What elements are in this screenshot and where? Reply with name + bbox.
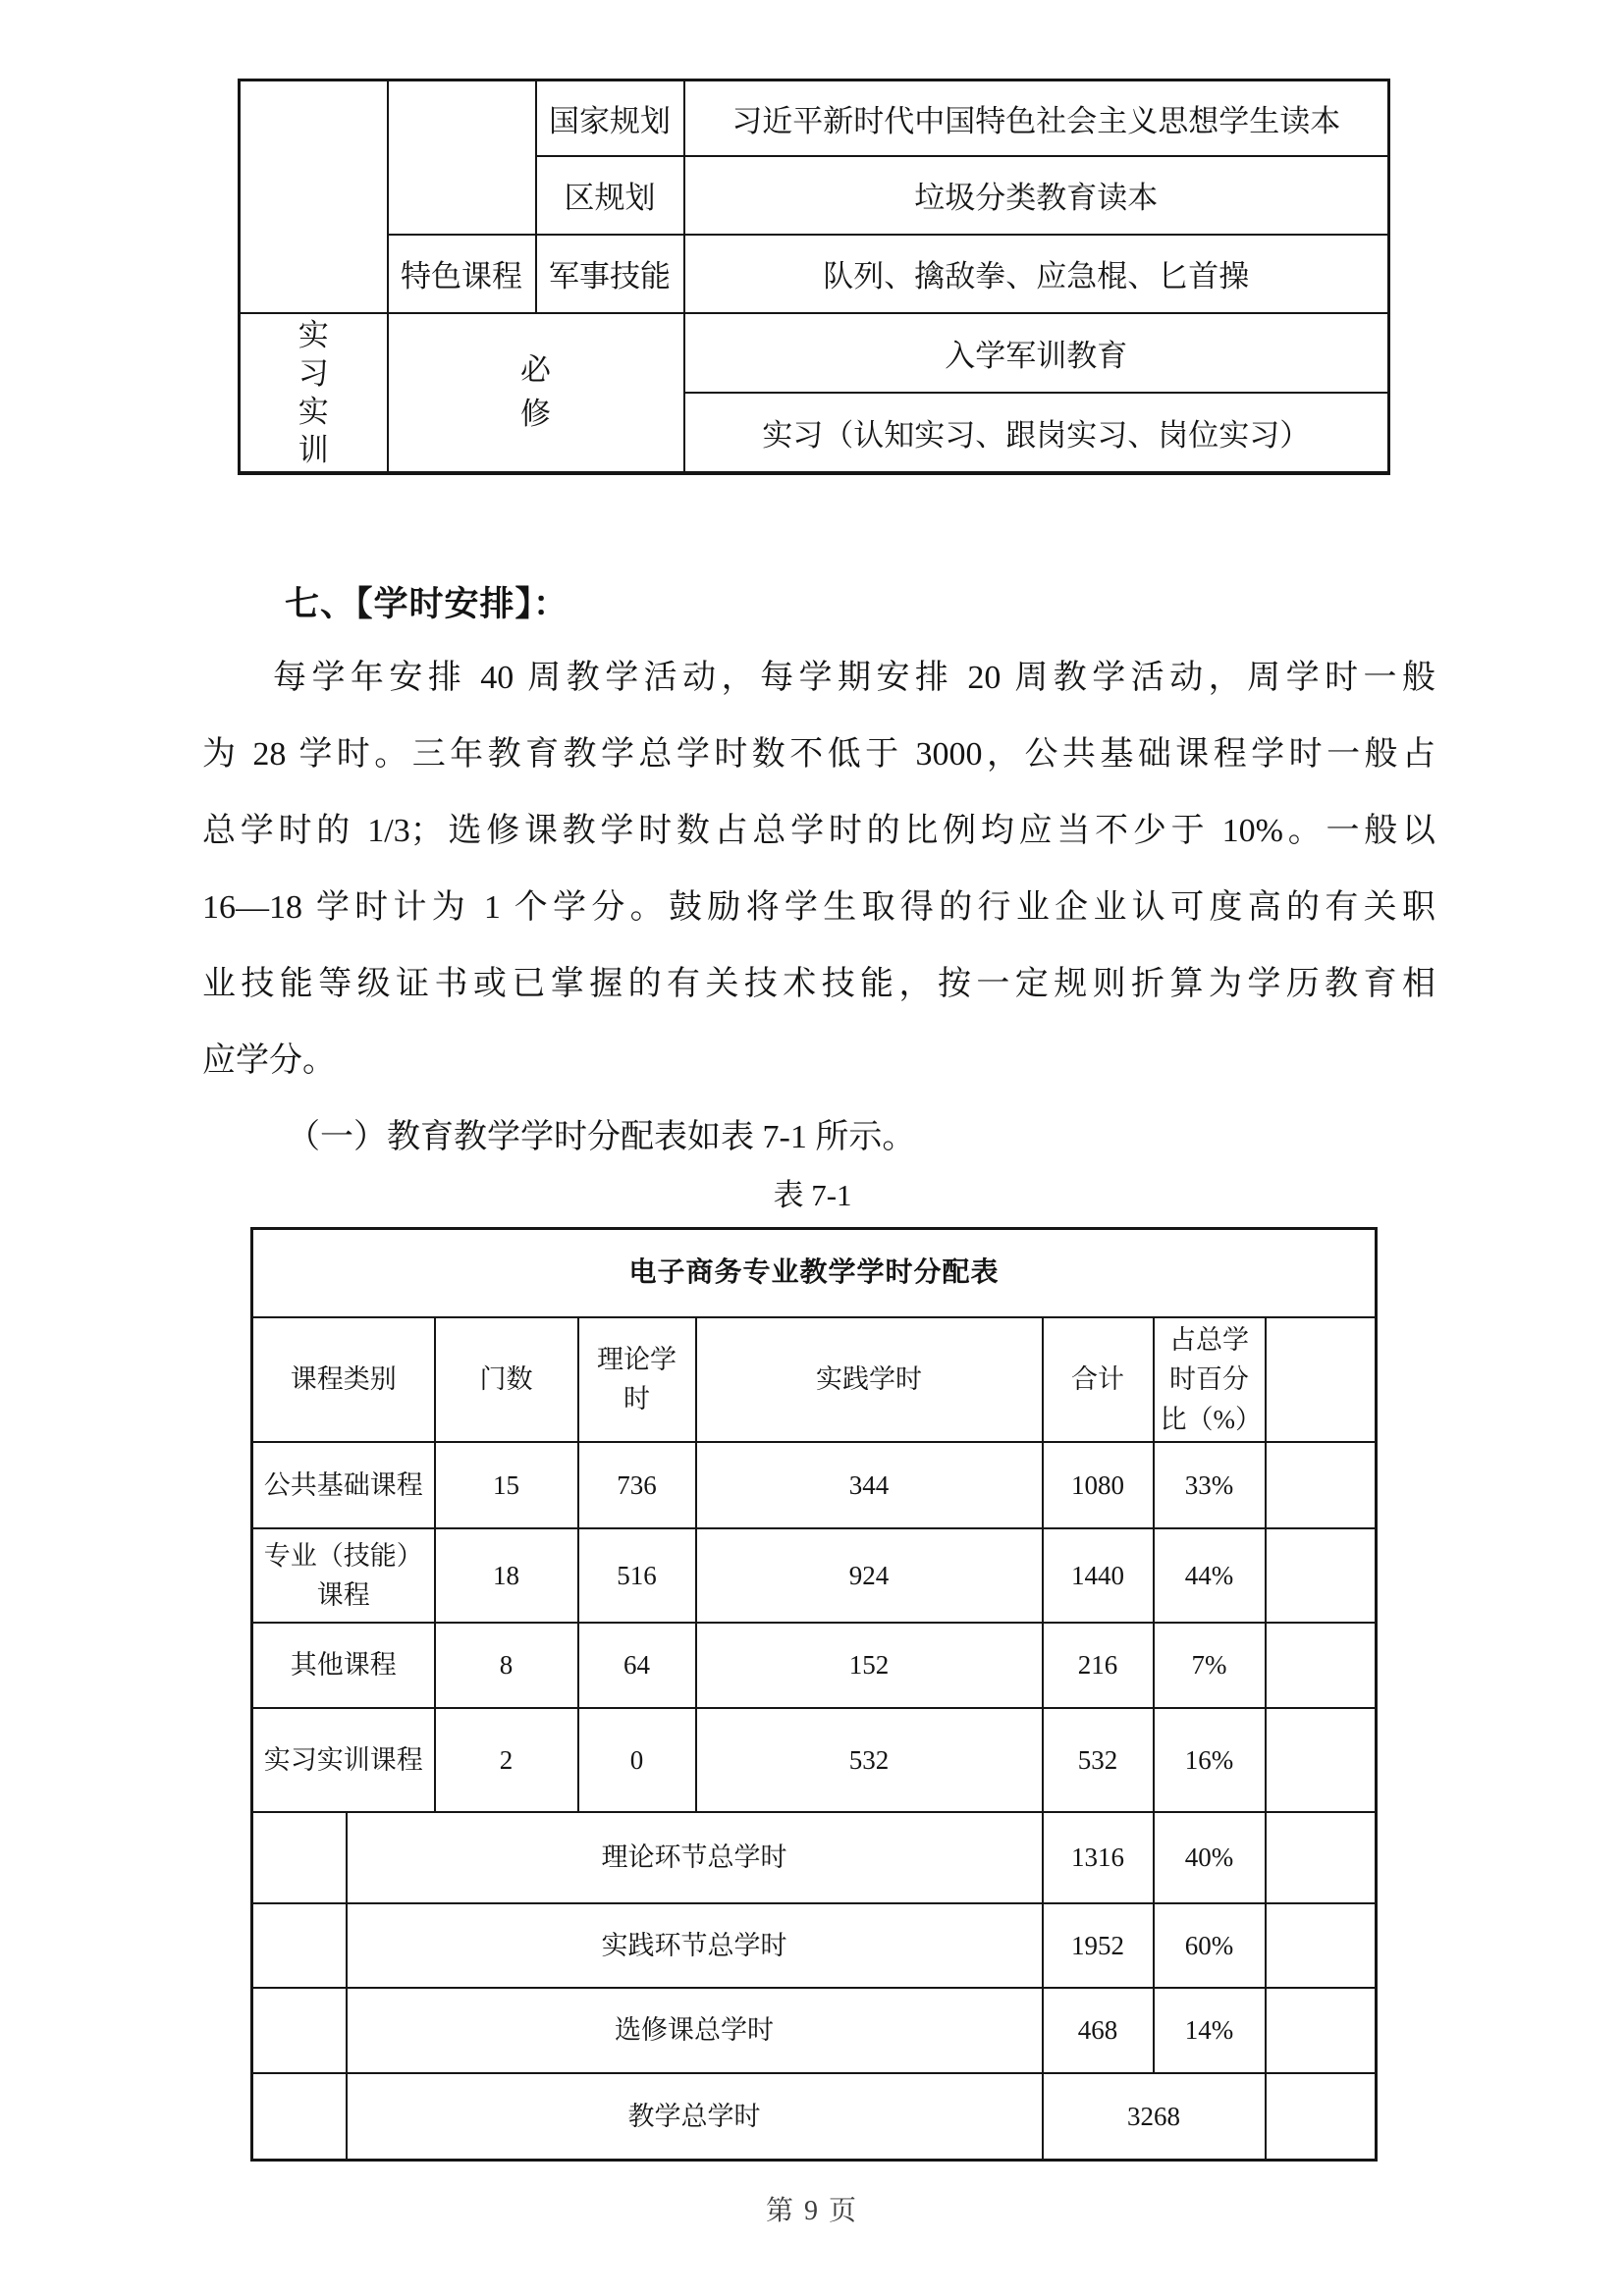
district-plan-label: 区规划 [536, 156, 684, 235]
summary-label: 实践环节总学时 [347, 1903, 1043, 1988]
table-row [252, 1442, 1377, 1528]
table-caption: 表 7-1 [773, 1178, 852, 1212]
paragraph-line: 16—18 学时计为 1 个学分。鼓励将学生取得的行业企业认可度高的有关职 [202, 889, 1435, 926]
row-category: 其他课程 [252, 1623, 435, 1708]
body-paragraph [202, 640, 1435, 1176]
curriculum-table-continued [238, 79, 1390, 475]
summary-empty-right [1266, 1988, 1377, 2073]
row-empty [1266, 1442, 1377, 1528]
grand-total-row [252, 2073, 1377, 2160]
row-total: 1440 [1043, 1528, 1154, 1623]
row-count: 2 [435, 1708, 578, 1812]
hours-distribution-table [250, 1227, 1378, 2162]
row-empty [1266, 1623, 1377, 1708]
row-practice: 532 [696, 1708, 1043, 1812]
row-count: 8 [435, 1623, 578, 1708]
row-practice: 924 [696, 1528, 1043, 1623]
row-count: 15 [435, 1442, 578, 1528]
summary-row [252, 1988, 1377, 2073]
national-plan-value: 习近平新时代中国特色社会主义思想学生读本 [684, 80, 1389, 156]
table-row [252, 1708, 1377, 1812]
header-percent: 占总学时百分比（%） [1154, 1317, 1266, 1443]
header-category: 课程类别 [252, 1317, 435, 1443]
section-heading: 七、【学时安排】： [285, 585, 569, 623]
practice-group-label-text: 实习实训 [298, 317, 329, 467]
grand-empty-left [252, 2073, 347, 2160]
summary-total: 468 [1043, 1988, 1154, 2073]
paragraph-line: 应学分。 [202, 1042, 336, 1079]
row-percent: 16% [1154, 1708, 1266, 1812]
paragraph-line: 为 28 学时。三年教育教学总学时数不低于 3000，公共基础课程学时一般占 [202, 736, 1435, 773]
required-label-text: 必修 [519, 351, 551, 431]
row-practice: 152 [696, 1623, 1043, 1708]
empty-category-cell [240, 80, 388, 313]
district-plan-value: 垃圾分类教育读本 [684, 156, 1389, 235]
grand-empty-right [1266, 2073, 1377, 2160]
paragraph-line: 每学年安排 40 周教学活动，每学期安排 20 周教学活动，周学时一般 [273, 660, 1435, 696]
internship-value: 实习（认知实习、跟岗实习、岗位实习） [684, 393, 1389, 473]
list-item-line: （一）教育教学学时分配表如表 7-1 所示。 [287, 1119, 916, 1155]
row-total: 532 [1043, 1708, 1154, 1812]
hours-table-title: 电子商务专业教学学时分配表 [252, 1229, 1377, 1317]
header-empty [1266, 1317, 1377, 1443]
summary-empty-right [1266, 1812, 1377, 1903]
row-category: 公共基础课程 [252, 1442, 435, 1528]
row-theory: 64 [578, 1623, 696, 1708]
summary-row [252, 1812, 1377, 1903]
summary-empty-left [252, 1903, 347, 1988]
header-practice: 实践学时 [696, 1317, 1043, 1443]
grand-total-label: 教学总学时 [347, 2073, 1043, 2160]
row-category: 实习实训课程 [252, 1708, 435, 1812]
summary-row [252, 1903, 1377, 1988]
header-theory: 理论学时 [578, 1317, 696, 1443]
row-theory: 0 [578, 1708, 696, 1812]
row-theory: 516 [578, 1528, 696, 1623]
row-count: 18 [435, 1528, 578, 1623]
military-skill-value: 队列、擒敌拳、应急棍、匕首操 [684, 235, 1389, 313]
row-percent: 44% [1154, 1528, 1266, 1623]
row-theory: 736 [578, 1442, 696, 1528]
grand-total-value: 3268 [1043, 2073, 1266, 2160]
header-total: 合计 [1043, 1317, 1154, 1443]
page-number: 第 9 页 [765, 2196, 858, 2226]
required-label [388, 313, 684, 473]
summary-label: 选修课总学时 [347, 1988, 1043, 2073]
header-count: 门数 [435, 1317, 578, 1443]
row-total: 1080 [1043, 1442, 1154, 1528]
military-training-value: 入学军训教育 [684, 313, 1389, 394]
paragraph-line: 总学时的 1/3；选修课教学时数占总学时的比例均应当不少于 10%。一般以 [202, 813, 1435, 849]
summary-empty-right [1266, 1903, 1377, 1988]
paragraph-line: 业技能等级证书或已掌握的有关技术技能，按一定规则折算为学历教育相 [202, 966, 1435, 1002]
summary-percent: 40% [1154, 1812, 1266, 1903]
feature-course-label: 特色课程 [388, 235, 536, 313]
summary-percent: 60% [1154, 1903, 1266, 1988]
row-percent: 7% [1154, 1623, 1266, 1708]
empty-group-cell [388, 80, 536, 235]
summary-empty-left [252, 1812, 347, 1903]
summary-percent: 14% [1154, 1988, 1266, 2073]
summary-empty-left [252, 1988, 347, 2073]
row-practice: 344 [696, 1442, 1043, 1528]
row-percent: 33% [1154, 1442, 1266, 1528]
table-row [252, 1528, 1377, 1623]
row-empty [1266, 1528, 1377, 1623]
row-empty [1266, 1708, 1377, 1812]
table-row [252, 1623, 1377, 1708]
summary-total: 1316 [1043, 1812, 1154, 1903]
national-plan-label: 国家规划 [536, 80, 684, 156]
row-total: 216 [1043, 1623, 1154, 1708]
row-category: 专业（技能）课程 [252, 1528, 435, 1623]
practice-group-label [240, 313, 388, 473]
military-skill-label: 军事技能 [536, 235, 684, 313]
summary-label: 理论环节总学时 [347, 1812, 1043, 1903]
summary-total: 1952 [1043, 1903, 1154, 1988]
